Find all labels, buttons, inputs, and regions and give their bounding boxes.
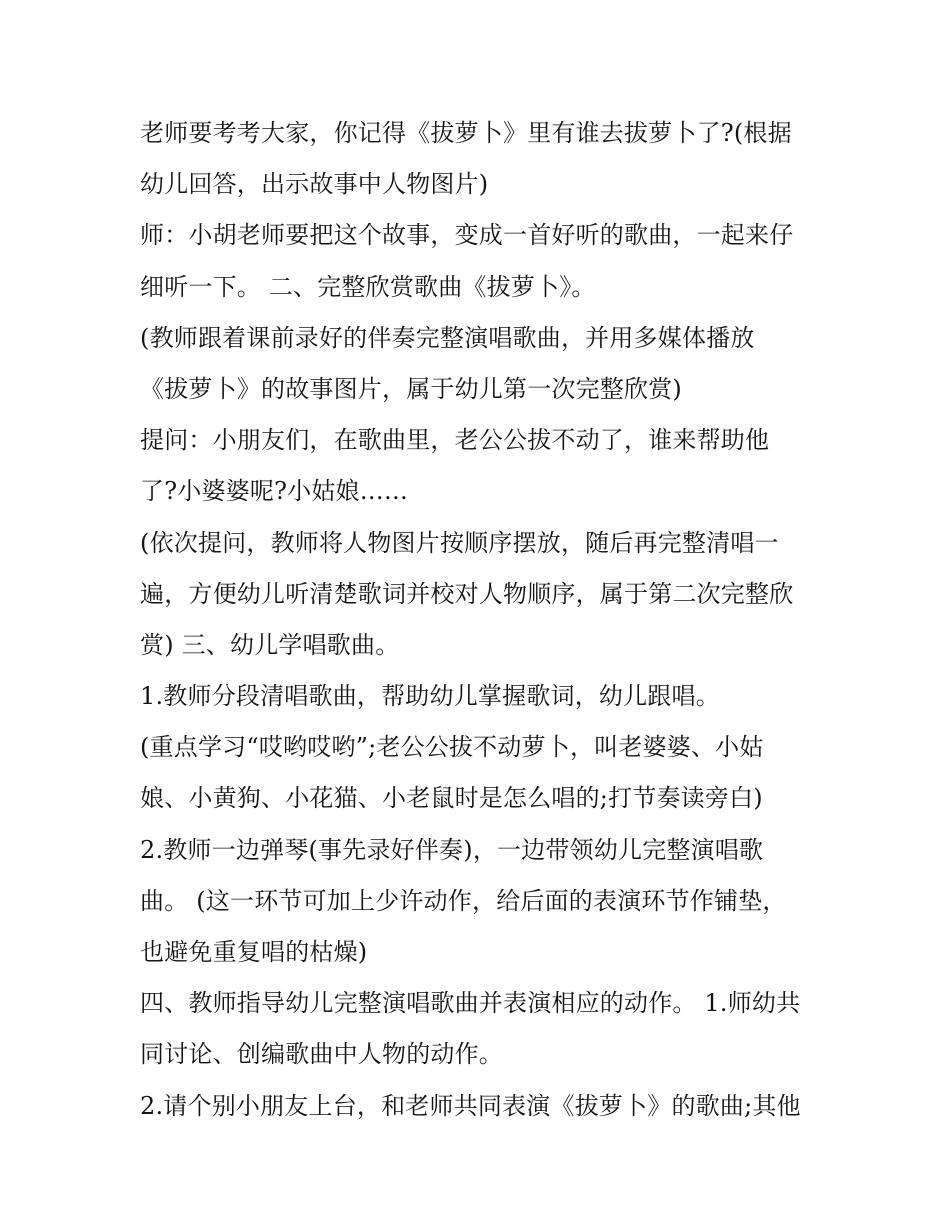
text-line: 赏) 三、幼儿学唱歌曲。: [140, 630, 400, 659]
text-line: 1.教师分段清唱歌曲，帮助幼儿掌握歌词，幼儿跟唱。: [140, 682, 720, 711]
text-line: 提问：小朋友们，在歌曲里，老公公拔不动了，谁来帮助他: [140, 426, 770, 455]
text-line: 幼儿回答，出示故事中人物图片): [140, 170, 489, 199]
text-line: 2.教师一边弹琴(事先录好伴奏)，一边带领幼儿完整演唱歌: [140, 835, 764, 864]
text-line: 娘、小黄狗、小花猫、小老鼠时是怎么唱的;打节奏读旁白): [140, 784, 763, 813]
text-line: 2.请个别小朋友上台，和老师共同表演《拔萝卜》的歌曲;其他: [140, 1091, 801, 1120]
text-line: 曲。 (这一环节可加上少许动作，给后面的表演环节作铺垫，: [140, 886, 787, 915]
text-line: 四、教师指导幼儿完整演唱歌曲并表演相应的动作。 1.师幼共: [140, 989, 801, 1018]
text-line: (重点学习“哎哟哎哟”;老公公拔不动萝卜，叫老婆婆、小姑: [140, 733, 764, 762]
text-line: 同讨论、创编歌曲中人物的动作。: [140, 1040, 503, 1069]
text-line: 遍，方便幼儿听清楚歌词并校对人物顺序，属于第二次完整欣: [140, 579, 794, 608]
text-line: (依次提问，教师将人物图片按顺序摆放，随后再完整清唱一: [140, 528, 779, 557]
text-line: 老师要考考大家，你记得《拔萝卜》里有谁去拔萝卜了?(根据: [140, 119, 792, 147]
document-body: [140, 108, 820, 1132]
text-line: (教师跟着课前录好的伴奏完整演唱歌曲，并用多媒体播放: [140, 323, 755, 352]
text-line: 《拔萝卜》的故事图片，属于幼儿第一次完整欣赏): [140, 374, 682, 403]
text-line: 细听一下。 二、完整欣赏歌曲《拔萝卜》。: [140, 272, 596, 301]
text-line: 也避免重复唱的枯燥): [140, 938, 368, 966]
text-line: 师：小胡老师要把这个故事，变成一首好听的歌曲，一起来仔: [140, 221, 794, 250]
text-line: 了?小婆婆呢?小姑娘……: [140, 477, 409, 506]
